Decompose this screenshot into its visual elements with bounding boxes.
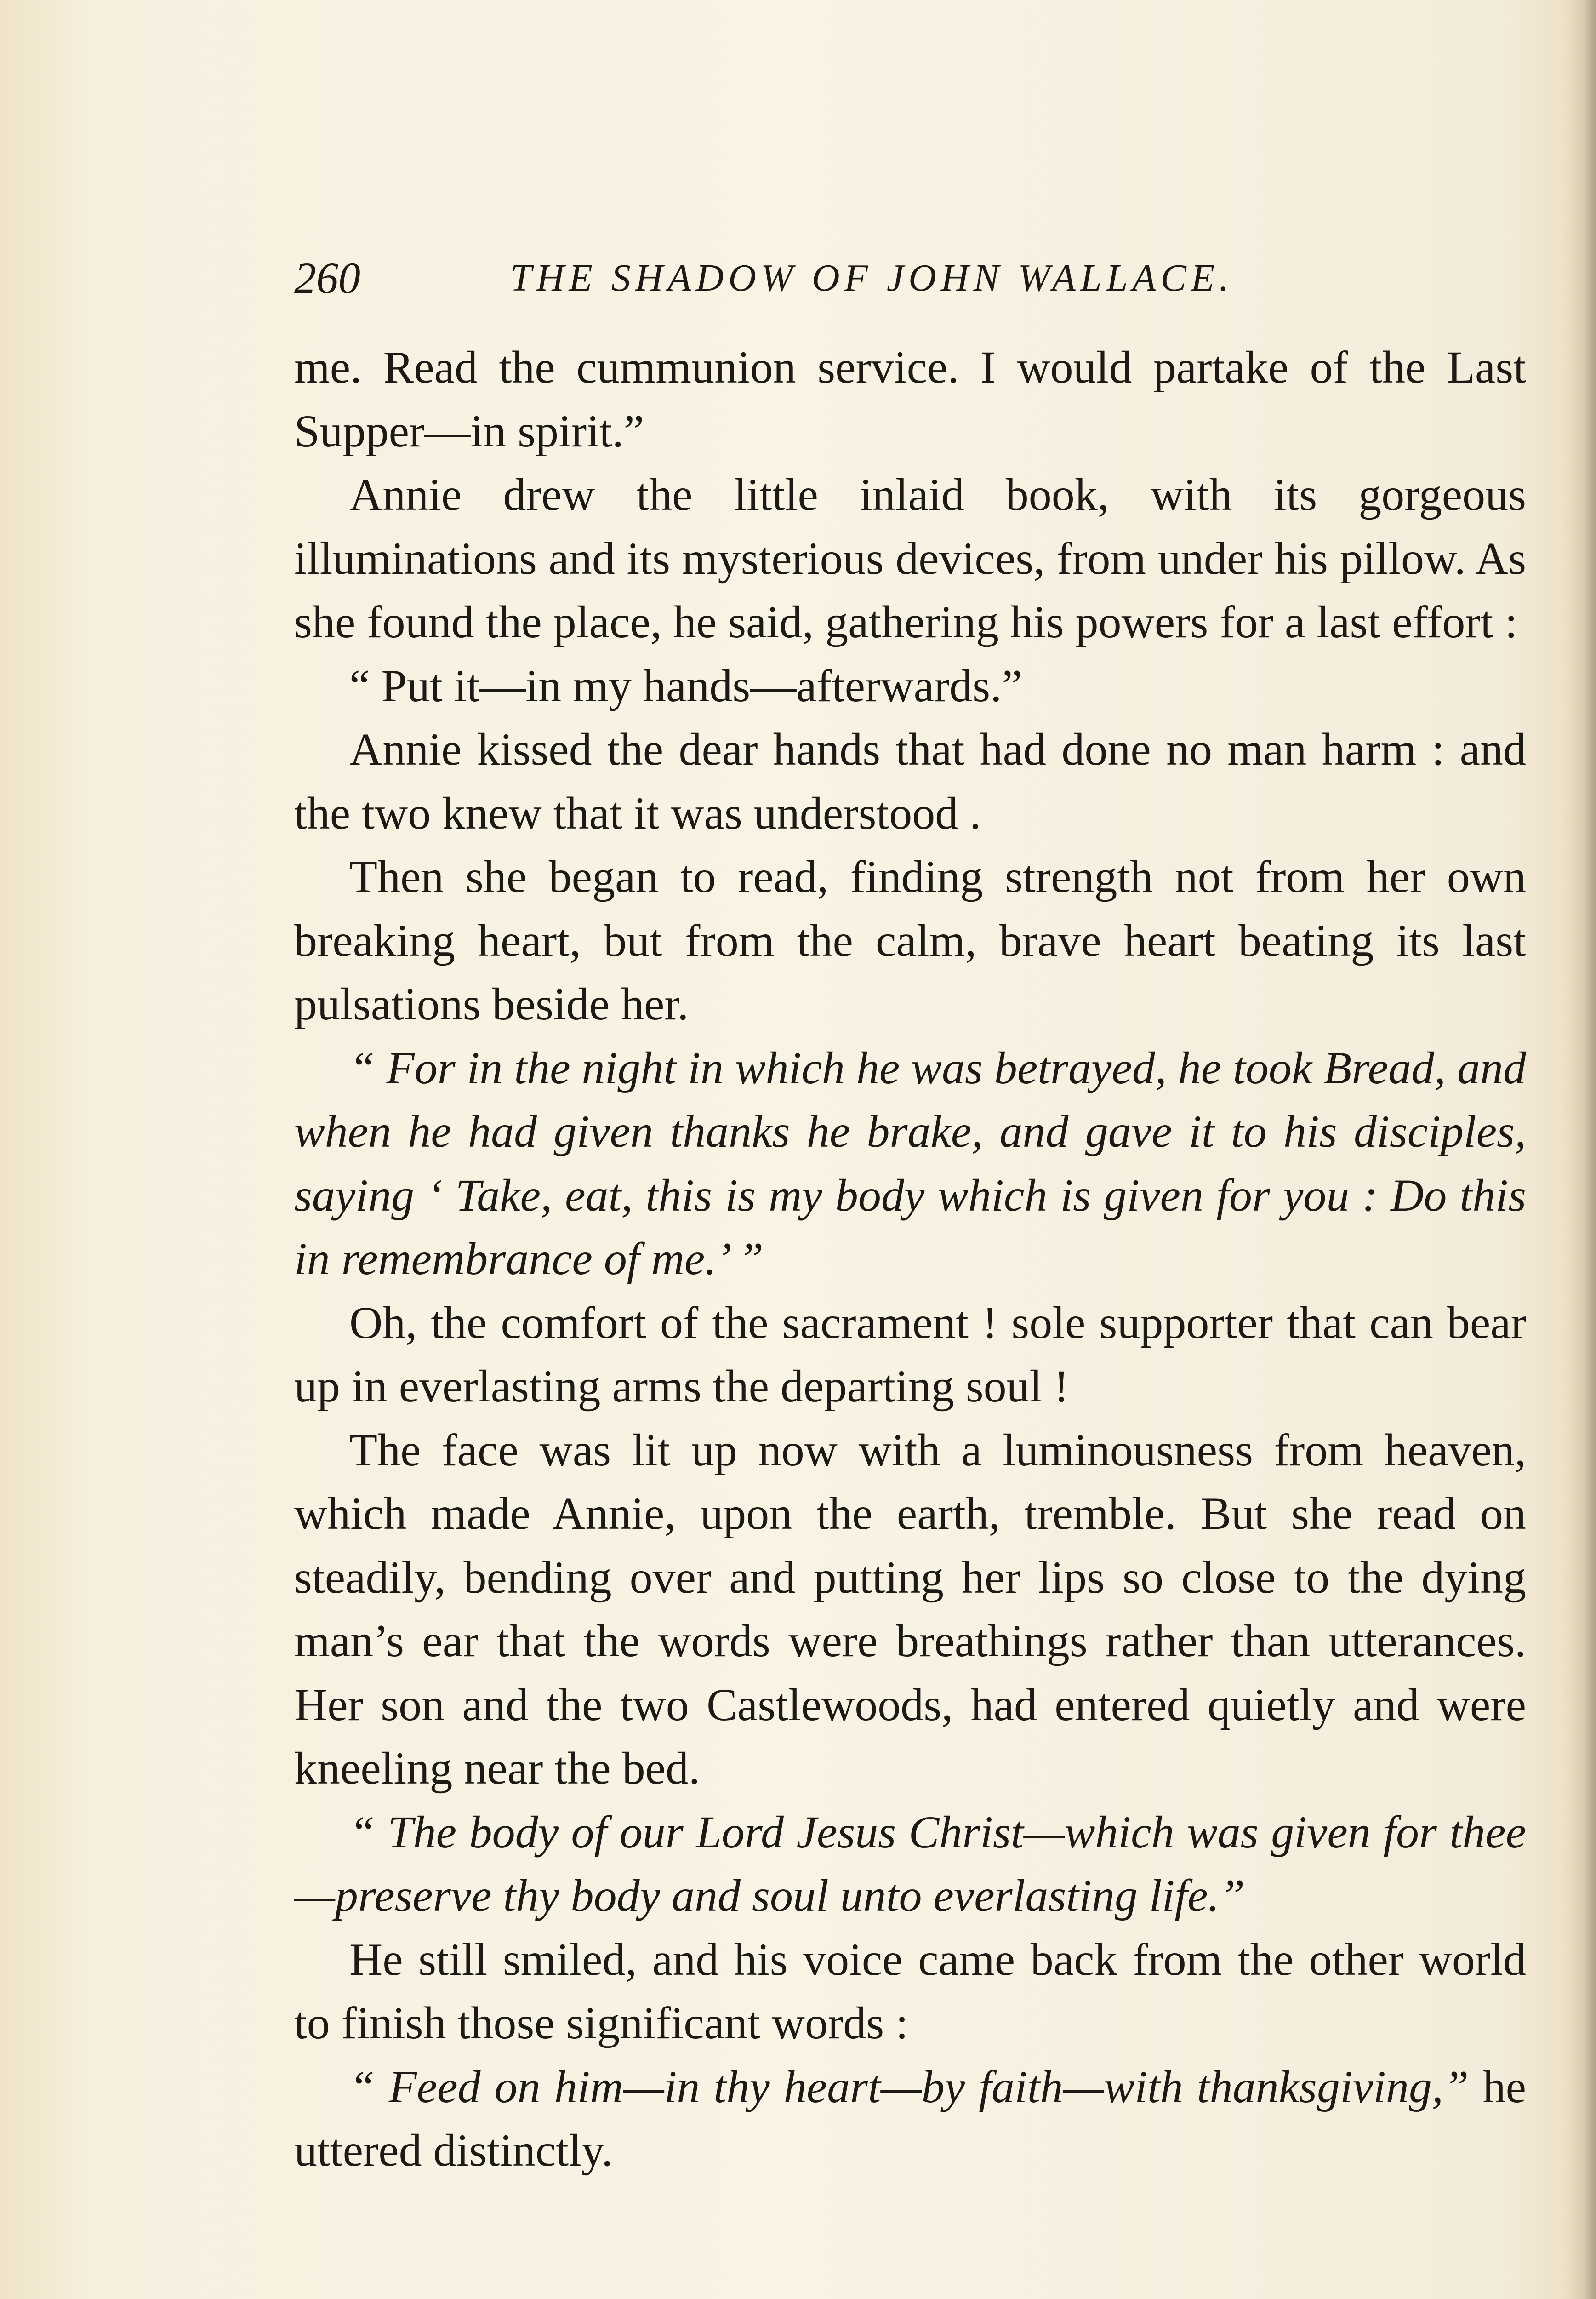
paragraph-3: “ Put it—in my hands—afterwards.” (349, 660, 1022, 711)
paragraph-7: Oh, the comfort of the sacrament ! sole supporter that can bear up in everlasting arms the departing soul ! (294, 1297, 1526, 1412)
page-number: 260 (294, 253, 360, 303)
paragraph-4: Annie kissed the dear hands that had done no man harm : and the two knew that it was understood . (294, 724, 1526, 839)
page-edge-shadow (1564, 0, 1596, 2299)
paragraph-6-scripture: “ For in the night in which he was betrayed, he took Bread, and when he had given thanks he brake, and gave it to his disciples, saying ‘ Take, eat, this is my body which is given for you : Do this in remembrance of me.’ ” (294, 1042, 1526, 1284)
paragraph-5: Then she began to read, finding strength not from her own breaking heart, but from the calm, brave heart beating its last pulsations beside her. (294, 851, 1526, 1029)
paragraph-8: The face was lit up now with a luminousness from heaven, which made Annie, upon the earth, tremble. But she read on steadily, bending over and putting her lips so close to the dying man’s ear that the words were breathings rather than utterances. Her son and the two Castlewoods, had entered quietly and were kneeling near the bed. (294, 1424, 1526, 1794)
paragraph-2: Annie drew the little inlaid book, with its gorgeous illuminations and its mysterious devices, from under his pillow. As she found the place, he said, gathering his powers for a last effort : (294, 469, 1526, 647)
final-quote-roman: he uttered distinctly. (294, 2061, 1527, 2176)
running-title: THE SHADOW OF JOHN WALLACE. (510, 257, 1234, 299)
page-header (294, 239, 1315, 313)
paragraph-10: He still smiled, and his voice came back from the other world to finish those significant words : (294, 1933, 1526, 2048)
final-quote-italic: “ Feed on him—in thy heart—by faith—with thanksgiving,” (349, 2061, 1469, 2112)
paragraph-11 (294, 2055, 1526, 2183)
paragraph-9-scripture: “ The body of our Lord Jesus Christ—which was given for thee—preserve thy body and soul unto everlasting life.” (294, 1806, 1526, 1921)
paragraph-1: me. Read the cummunion service. I would partake of the Last Supper—in spirit.” (294, 342, 1526, 457)
body-text (294, 336, 1526, 2183)
